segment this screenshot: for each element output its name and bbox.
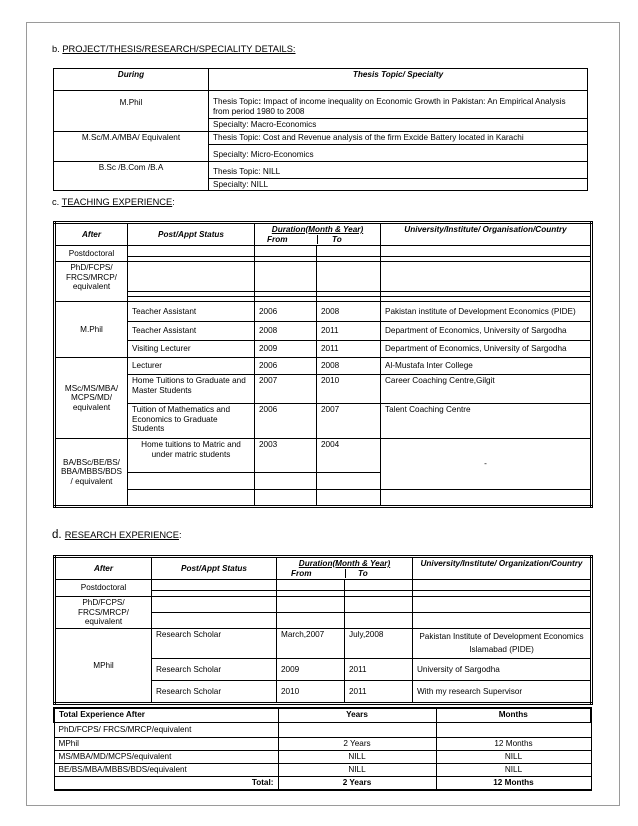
- total-row-months-2: NILL: [436, 750, 591, 763]
- research-header-after: After: [55, 557, 152, 580]
- teaching-header-univ: University/Institute/ Organisation/Country: [381, 223, 592, 246]
- research-table: [53, 555, 593, 705]
- total-row-years-0: [278, 722, 436, 737]
- teaching-header-duration: Duration(Month & Year) From To: [255, 223, 381, 246]
- specialty-msc: Specialty: Micro-Economics: [209, 144, 588, 161]
- teaching-mphil-from-0: 2006: [255, 302, 317, 322]
- teaching-group-postdoc: Postdoctoral: [55, 246, 128, 262]
- teaching-mphil-post-2: Visiting Lecturer: [128, 341, 255, 358]
- teaching-msc-univ-1: Career Coaching Centre,Gilgit: [381, 375, 592, 404]
- research-mphil-to-2: 2011: [345, 680, 413, 703]
- total-row-label-3: BE/BS/MBA/MBBS/BDS/equivalent: [54, 763, 278, 776]
- section-b-prefix: b.: [52, 44, 63, 54]
- teaching-mphil-univ-0: Pakistan institute of Development Economics (PIDE): [381, 302, 592, 322]
- header-during: During: [54, 69, 209, 91]
- teaching-msc-from-2: 2006: [255, 404, 317, 439]
- teaching-msc-from-1: 2007: [255, 375, 317, 404]
- research-mphil-from-1: 2009: [277, 658, 345, 680]
- teaching-msc-post-0: Lecturer: [128, 358, 255, 375]
- thesis-topic-msc: Thesis Topic: Cost and Revenue analysis of the firm Excide Battery located in Karachi: [209, 131, 588, 144]
- teaching-mphil-from-1: 2008: [255, 322, 317, 341]
- specialty-bsc: Specialty: NILL: [209, 178, 588, 191]
- teaching-header-post: Post/Appt Status: [128, 223, 255, 246]
- research-mphil-from-0: March,2007: [277, 628, 345, 658]
- thesis-topic-mphil: Thesis Topic: Impact of income inequality on Economic Growth in Pakistan: An Empirical Analysis from period 1980 to 2008: [209, 91, 588, 119]
- teaching-mphil-to-1: 2011: [317, 322, 381, 341]
- teaching-ba-from-0: 2003: [255, 439, 317, 473]
- research-mphil-univ-2: With my research Supervisor: [413, 680, 592, 703]
- section-d-title: RESEARCH EXPERIENCE: [64, 530, 179, 540]
- thesis-table: [53, 68, 588, 191]
- specialty-mphil: Specialty: Macro-Economics: [209, 119, 588, 132]
- research-mphil-to-0: July,2008: [345, 628, 413, 658]
- research-group-mphil: MPhil: [55, 628, 152, 703]
- research-mphil-post-1: Research Scholar: [152, 658, 277, 680]
- section-c-heading: c. TEACHING EXPERIENCE:: [52, 197, 175, 207]
- teaching-table: [53, 221, 593, 508]
- total-row-years-1: 2 Years: [278, 737, 436, 750]
- research-header-post: Post/Appt Status: [152, 557, 277, 580]
- teaching-group-mphil: M.Phil: [55, 302, 128, 358]
- total-experience-table: [53, 707, 592, 791]
- section-b-title: PROJECT/THESIS/RESEARCH/SPECIALITY DETAILS:: [62, 44, 296, 54]
- research-mphil-from-2: 2010: [277, 680, 345, 703]
- research-group-phd: PhD/FCPS/ FRCS/MRCP/ equivalent: [55, 597, 152, 629]
- teaching-mphil-to-0: 2008: [317, 302, 381, 322]
- total-row-months-1: 12 Months: [436, 737, 591, 750]
- teaching-mphil-post-1: Teacher Assistant: [128, 322, 255, 341]
- teaching-ba-to-0: 2004: [317, 439, 381, 473]
- total-years: 2 Years: [278, 776, 436, 790]
- header-thesis-topic: Thesis Topic/ Specialty: [209, 69, 588, 91]
- research-mphil-post-0: Research Scholar: [152, 628, 277, 658]
- teaching-header-after: After: [55, 223, 128, 246]
- thesis-topic-bsc: Thesis Topic: NILL: [209, 161, 588, 178]
- teaching-msc-to-0: 2008: [317, 358, 381, 375]
- teaching-group-phd: PhD/FCPS/ FRCS/MRCP/ equivalent: [55, 262, 128, 302]
- research-header-univ: University/Institute/ Organization/Country: [413, 557, 592, 580]
- teaching-mphil-to-2: 2011: [317, 341, 381, 358]
- teaching-msc-post-1: Home Tuitions to Graduate and Master Students: [128, 375, 255, 404]
- research-mphil-univ-1: University of Sargodha: [413, 658, 592, 680]
- total-months: 12 Months: [436, 776, 591, 790]
- section-c-title: TEACHING EXPERIENCE: [61, 197, 173, 207]
- total-row-label-1: MPhil: [54, 737, 278, 750]
- teaching-group-msc: MSc/MS/MBA/ MCPS/MD/ equivalent: [55, 358, 128, 439]
- teaching-mphil-univ-2: Department of Economics, University of Sargodha: [381, 341, 592, 358]
- teaching-msc-post-2: Tuition of Mathematics and Economics to Graduate Students: [128, 404, 255, 439]
- research-mphil-univ-0: Pakistan Institute of Development Economics Islamabad (PIDE): [413, 628, 592, 658]
- total-row-years-2: NILL: [278, 750, 436, 763]
- section-b-heading: [52, 44, 296, 54]
- total-row-years-3: NILL: [278, 763, 436, 776]
- teaching-msc-univ-2: Talent Coaching Centre: [381, 404, 592, 439]
- research-mphil-to-1: 2011: [345, 658, 413, 680]
- during-msc: M.Sc/M.A/MBA/ Equivalent: [54, 131, 209, 161]
- total-row-label-0: PhD/FCPS/ FRCS/MRCP/equivalent: [54, 722, 278, 737]
- during-bsc: B.Sc /B.Com /B.A: [54, 161, 209, 191]
- total-label: Total:: [54, 776, 278, 790]
- total-row-label-2: MS/MBA/MD/MCPS/equivalent: [54, 750, 278, 763]
- teaching-mphil-from-2: 2009: [255, 341, 317, 358]
- total-header-months: Months: [436, 708, 591, 722]
- teaching-msc-univ-0: Al-Mustafa Inter College: [381, 358, 592, 375]
- teaching-ba-post-0: Home tuitions to Matric and under matric students: [128, 439, 255, 473]
- research-header-duration: Duration(Month & Year) From To: [277, 557, 413, 580]
- teaching-msc-from-0: 2006: [255, 358, 317, 375]
- teaching-mphil-univ-1: Department of Economics, University of Sargodha: [381, 322, 592, 341]
- during-mphil: M.Phil: [54, 91, 209, 132]
- section-d-heading: d. RESEARCH EXPERIENCE:: [52, 529, 182, 541]
- teaching-msc-to-2: 2007: [317, 404, 381, 439]
- teaching-msc-to-1: 2010: [317, 375, 381, 404]
- total-row-months-3: NILL: [436, 763, 591, 776]
- total-header-years: Years: [278, 708, 436, 722]
- research-mphil-post-2: Research Scholar: [152, 680, 277, 703]
- research-group-postdoc: Postdoctoral: [55, 580, 152, 597]
- total-row-months-0: [436, 722, 591, 737]
- teaching-group-ba: BA/BSc/BE/BS/ BBA/MBBS/BDS / equivalent: [55, 439, 128, 507]
- total-header-after: Total Experience After: [54, 708, 278, 722]
- teaching-mphil-post-0: Teacher Assistant: [128, 302, 255, 322]
- teaching-ba-univ-0: -: [381, 439, 592, 490]
